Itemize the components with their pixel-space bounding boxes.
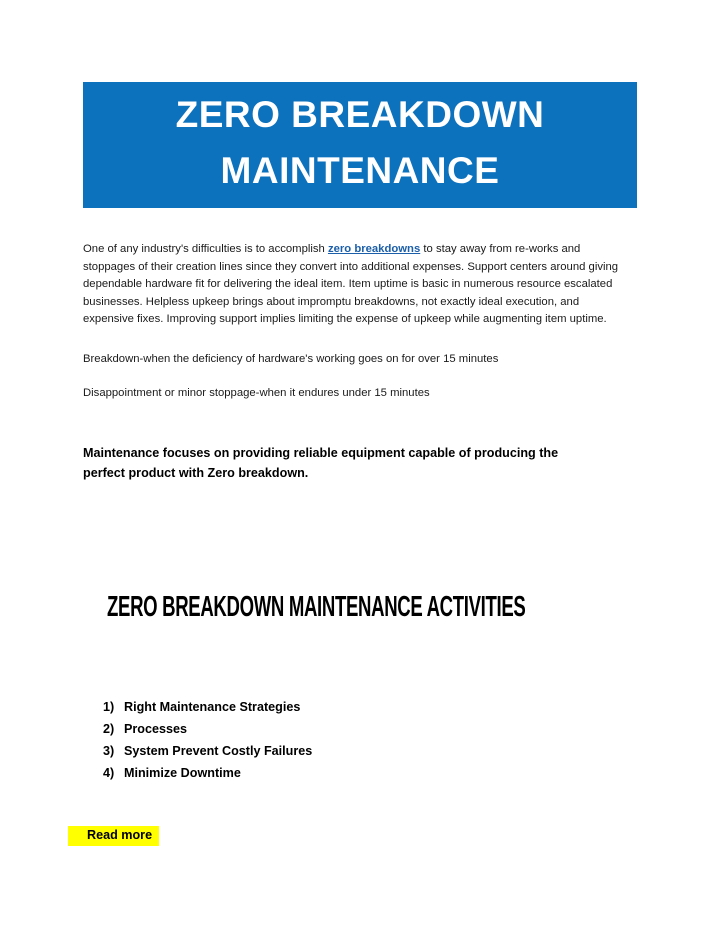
intro-text-after-link: to stay away from re-works and stoppages of their creation lines since they convert into additional expenses. Support centers around giving dependable hardware fit for delivering the ideal item. Item uptime is basic in numerous resource escalated businesses. Helpless upkeep brings about impromptu breakdowns, not exactly ideal execution, and expensive fixes. Improving support implies limiting the expense of upkeep while augmenting item uptime.: [83, 243, 619, 326]
definition-breakdown: Breakdown-when the deficiency of hardware's working goes on for over 15 minutes: [83, 352, 499, 365]
list-item-number: 2): [103, 722, 115, 736]
body-content: [83, 241, 623, 483]
zero-breakdowns-link[interactable]: zero breakdowns: [327, 243, 421, 255]
activities-list: [103, 696, 312, 784]
activities-heading: ZERO BREAKDOWN MAINTENANCE ACTIVITIES: [107, 591, 526, 623]
banner-title-line-2: MAINTENANCE: [220, 150, 500, 191]
intro-text-before-link: One of any industry's difficulties is to accomplish: [83, 243, 328, 255]
maintenance-focus-statement: Maintenance focuses on providing reliable equipment capable of producing the perfect product with Zero breakdown.: [83, 446, 559, 481]
banner-title-line-1: ZERO BREAKDOWN: [175, 94, 545, 135]
list-item: [103, 762, 312, 784]
list-item: [103, 696, 312, 718]
list-item-number: 1): [103, 700, 115, 714]
title-banner: [83, 82, 637, 208]
read-more-link[interactable]: Read more: [68, 826, 159, 846]
list-item-label: System Prevent Costly Failures: [124, 744, 313, 758]
paragraph-spacer: [83, 329, 623, 351]
list-item: [103, 740, 312, 762]
list-item: [103, 718, 312, 740]
intro-paragraph: [83, 241, 623, 329]
list-item-label: Processes: [124, 722, 188, 736]
list-item-number: 3): [103, 744, 115, 758]
list-item-number: 4): [103, 766, 115, 780]
definition-spacer: [83, 369, 623, 385]
definition-minor-stoppage: Disappointment or minor stoppage-when it endures under 15 minutes: [83, 386, 430, 399]
list-item-label: Right Maintenance Strategies: [124, 700, 301, 714]
list-item-label: Minimize Downtime: [124, 766, 241, 780]
statement-spacer: [83, 402, 623, 443]
